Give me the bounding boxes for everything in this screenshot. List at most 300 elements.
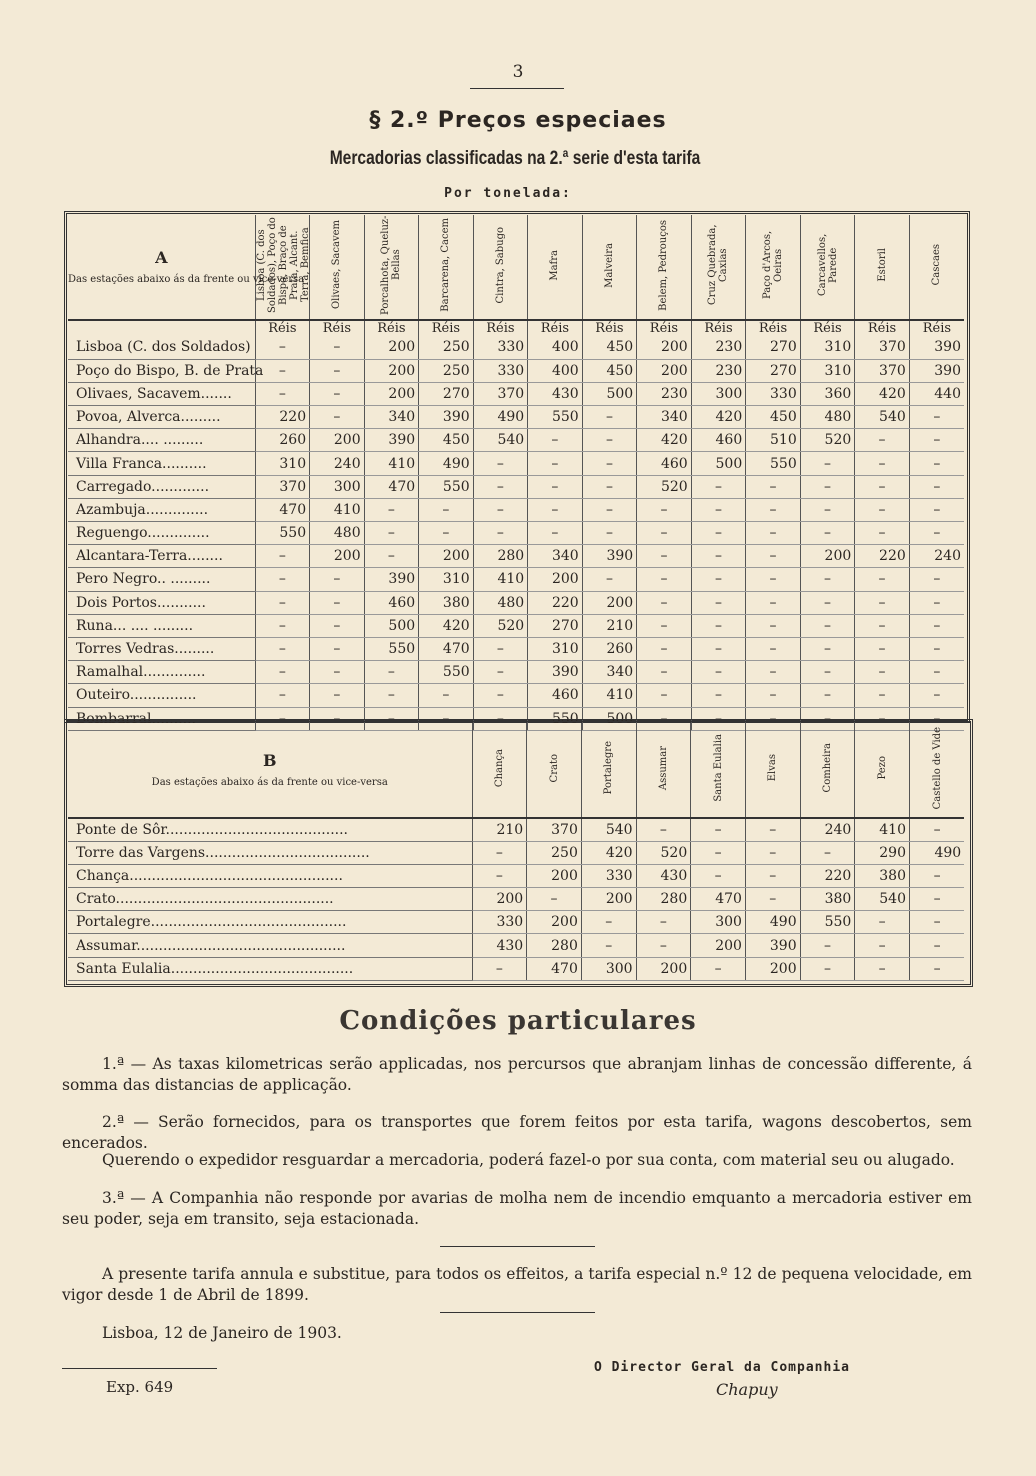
column-header-text: Crato bbox=[548, 753, 560, 783]
table-row bbox=[68, 888, 964, 911]
column-header bbox=[855, 215, 910, 320]
rate-cell: – bbox=[528, 498, 583, 521]
rate-cell: – bbox=[745, 888, 800, 911]
rate-cell: 250 bbox=[419, 336, 474, 359]
rate-cell: 330 bbox=[473, 336, 528, 359]
rate-cell: 240 bbox=[800, 818, 855, 841]
rate-cell: 410 bbox=[364, 452, 419, 475]
rate-cell: – bbox=[255, 707, 310, 730]
rate-cell: – bbox=[472, 841, 527, 864]
rate-cell: – bbox=[255, 359, 310, 382]
rate-cell: – bbox=[691, 818, 746, 841]
rate-cell: – bbox=[800, 498, 855, 521]
column-header-text: Assumar bbox=[657, 745, 669, 791]
rate-cell: – bbox=[582, 429, 637, 452]
table-header-text: Das estações abaixo ás da frente ou vice-versa bbox=[68, 273, 305, 285]
rate-cell: 260 bbox=[255, 429, 310, 452]
rate-cell: – bbox=[855, 957, 910, 980]
rate-cell: – bbox=[310, 336, 365, 359]
rate-cell: – bbox=[364, 522, 419, 545]
section-subtitle: Mercadorias classificadas na 2.ª serie d'esta tarifa bbox=[329, 148, 701, 169]
rate-cell: – bbox=[909, 614, 964, 637]
row-label: Alhandra.... ......... bbox=[68, 429, 255, 452]
rate-cell: 310 bbox=[528, 637, 583, 660]
rate-cell: 270 bbox=[746, 336, 801, 359]
unit-label: Réis bbox=[364, 320, 419, 336]
signature-name: Chapuy bbox=[716, 1380, 778, 1399]
rate-cell: – bbox=[745, 864, 800, 887]
row-label: Alcantara-Terra........ bbox=[68, 545, 255, 568]
column-header-text: Estoril bbox=[876, 248, 888, 282]
rate-cell: 300 bbox=[691, 382, 746, 405]
rate-cell: 490 bbox=[910, 841, 965, 864]
rate-cell: – bbox=[745, 818, 800, 841]
rate-cell: 470 bbox=[691, 888, 746, 911]
rate-cell: – bbox=[691, 522, 746, 545]
rate-cell: – bbox=[909, 498, 964, 521]
table-row bbox=[68, 522, 964, 545]
exp-rule bbox=[62, 1368, 217, 1369]
table-row bbox=[68, 841, 964, 864]
rate-cell: – bbox=[855, 429, 910, 452]
rate-cell: – bbox=[310, 661, 365, 684]
column-header-text: Portalegre bbox=[603, 741, 615, 795]
rate-cell: – bbox=[691, 475, 746, 498]
rate-cell: – bbox=[855, 591, 910, 614]
table-header-label bbox=[68, 723, 472, 818]
rate-cell: – bbox=[527, 888, 582, 911]
row-label: Torres Vedras......... bbox=[68, 637, 255, 660]
rate-cell: 460 bbox=[691, 429, 746, 452]
rate-cell: 210 bbox=[472, 818, 527, 841]
table-row bbox=[68, 359, 964, 382]
rate-cell: 510 bbox=[746, 429, 801, 452]
rate-cell: 240 bbox=[909, 545, 964, 568]
rate-cell: – bbox=[855, 614, 910, 637]
rate-cell: – bbox=[310, 382, 365, 405]
column-header bbox=[636, 723, 691, 818]
rate-cell: 470 bbox=[527, 957, 582, 980]
rate-cell: – bbox=[637, 637, 692, 660]
rate-cell: – bbox=[637, 568, 692, 591]
table-row bbox=[68, 591, 964, 614]
condition-2: 2.ª — Serão fornecidos, para os transportes que forem feitos por esta tarifa, wagons descobertos, sem encerados. bbox=[62, 1113, 972, 1152]
rate-cell: 410 bbox=[582, 684, 637, 707]
rate-cell: 390 bbox=[419, 406, 474, 429]
rate-cell: – bbox=[691, 957, 746, 980]
rate-cell: 410 bbox=[855, 818, 910, 841]
rate-cell: – bbox=[909, 522, 964, 545]
rate-cell: 380 bbox=[855, 864, 910, 887]
column-header-text: Carcavellos, Parede bbox=[816, 233, 839, 297]
column-header bbox=[855, 723, 910, 818]
table-row bbox=[68, 637, 964, 660]
rate-cell: – bbox=[310, 359, 365, 382]
rate-cell: – bbox=[855, 707, 910, 730]
rate-cell: – bbox=[746, 684, 801, 707]
rate-cell: – bbox=[636, 934, 691, 957]
section-title: § 2.º Preços especiaes bbox=[369, 108, 667, 133]
column-header-text: Mafra bbox=[549, 249, 561, 281]
condition-3: 3.ª — A Companhia não responde por avarias de molha nem de incendio emquanto a mercadoria estiver em seu poder, seja em transito, seja estacionada. bbox=[62, 1189, 972, 1228]
rate-cell: 280 bbox=[636, 888, 691, 911]
rate-cell: – bbox=[691, 864, 746, 887]
rate-cell: 200 bbox=[364, 336, 419, 359]
rate-cell: – bbox=[746, 498, 801, 521]
rate-cell: 420 bbox=[637, 429, 692, 452]
rate-cell: – bbox=[909, 591, 964, 614]
rate-cell: 540 bbox=[855, 888, 910, 911]
unit-label: Réis bbox=[582, 320, 637, 336]
column-header-text: Pezo bbox=[876, 756, 888, 780]
row-label: Crato................................................. bbox=[68, 888, 472, 911]
rate-cell: – bbox=[909, 637, 964, 660]
rate-cell: 310 bbox=[800, 336, 855, 359]
rate-cell: – bbox=[528, 452, 583, 475]
rate-cell: – bbox=[691, 841, 746, 864]
rate-cell: – bbox=[637, 684, 692, 707]
row-label: Villa Franca.......... bbox=[68, 452, 255, 475]
rate-cell: – bbox=[800, 452, 855, 475]
table-row bbox=[68, 614, 964, 637]
rate-cell: 220 bbox=[255, 406, 310, 429]
rate-cell: 340 bbox=[528, 545, 583, 568]
rate-cell: – bbox=[909, 661, 964, 684]
row-label: Torre das Vargens..................................... bbox=[68, 841, 472, 864]
column-header bbox=[472, 723, 527, 818]
column-header bbox=[364, 215, 419, 320]
table-row bbox=[68, 934, 964, 957]
rate-cell: – bbox=[910, 911, 965, 934]
rate-cell: – bbox=[255, 614, 310, 637]
table-row bbox=[68, 475, 964, 498]
rate-cell: – bbox=[255, 661, 310, 684]
rate-cell: 200 bbox=[637, 336, 692, 359]
rate-cell: – bbox=[528, 475, 583, 498]
rate-cell: 270 bbox=[528, 614, 583, 637]
table-row bbox=[68, 957, 964, 980]
rate-cell: – bbox=[909, 475, 964, 498]
rate-cell: – bbox=[310, 406, 365, 429]
rate-cell: – bbox=[473, 522, 528, 545]
rate-cell: 430 bbox=[636, 864, 691, 887]
unit-label: Réis bbox=[746, 320, 801, 336]
divider bbox=[440, 1246, 595, 1247]
place-date: Lisboa, 12 de Janeiro de 1903. bbox=[102, 1324, 342, 1342]
column-header bbox=[310, 215, 365, 320]
rate-cell: – bbox=[910, 957, 965, 980]
rate-cell: 520 bbox=[800, 429, 855, 452]
rate-cell: 550 bbox=[800, 911, 855, 934]
rate-cell: 430 bbox=[528, 382, 583, 405]
rate-cell: 310 bbox=[800, 359, 855, 382]
rate-cell: 220 bbox=[528, 591, 583, 614]
rate-cell: – bbox=[910, 934, 965, 957]
rate-cell: 300 bbox=[310, 475, 365, 498]
unit-label: Réis bbox=[909, 320, 964, 336]
column-header bbox=[527, 723, 582, 818]
rate-cell: – bbox=[582, 522, 637, 545]
rate-cell: – bbox=[909, 568, 964, 591]
table-b bbox=[68, 723, 964, 981]
rate-cell: 540 bbox=[855, 406, 910, 429]
rate-cell: 200 bbox=[745, 957, 800, 980]
rate-cell: – bbox=[472, 957, 527, 980]
rate-cell: – bbox=[800, 614, 855, 637]
column-header bbox=[909, 215, 964, 320]
rate-cell: 390 bbox=[364, 429, 419, 452]
column-header-text: Chança bbox=[493, 748, 505, 788]
rate-cell: 450 bbox=[582, 336, 637, 359]
row-label: Povoa, Alverca......... bbox=[68, 406, 255, 429]
rate-cell: 460 bbox=[364, 591, 419, 614]
rate-cell: – bbox=[637, 522, 692, 545]
rate-cell: 490 bbox=[473, 406, 528, 429]
rate-cell: 520 bbox=[636, 841, 691, 864]
table-row bbox=[68, 568, 964, 591]
conditions-title: Condições particulares bbox=[339, 1006, 697, 1036]
table-letter: B bbox=[262, 751, 277, 771]
column-header-text: Cascaes bbox=[931, 244, 943, 286]
rate-cell: – bbox=[472, 864, 527, 887]
rate-cell: – bbox=[800, 522, 855, 545]
table-row bbox=[68, 818, 964, 841]
rate-cell: – bbox=[909, 429, 964, 452]
rate-cell: 480 bbox=[310, 522, 365, 545]
rate-cell: 470 bbox=[364, 475, 419, 498]
rate-cell: – bbox=[909, 707, 964, 730]
rate-cell: – bbox=[637, 545, 692, 568]
rate-cell: 550 bbox=[746, 452, 801, 475]
table-row bbox=[68, 452, 964, 475]
rate-cell: 340 bbox=[637, 406, 692, 429]
rate-cell: – bbox=[691, 591, 746, 614]
rate-cell: – bbox=[800, 957, 855, 980]
row-label: Carregado............. bbox=[68, 475, 255, 498]
rate-cell: – bbox=[746, 545, 801, 568]
rate-cell: 550 bbox=[364, 637, 419, 660]
rate-cell: 550 bbox=[419, 661, 474, 684]
rate-cell: 470 bbox=[255, 498, 310, 521]
rate-cell: 400 bbox=[528, 359, 583, 382]
column-header bbox=[637, 215, 692, 320]
rate-cell: – bbox=[746, 522, 801, 545]
rate-cell: – bbox=[691, 545, 746, 568]
rate-cell: 520 bbox=[473, 614, 528, 637]
rate-cell: 370 bbox=[527, 818, 582, 841]
table-letter: A bbox=[155, 248, 168, 268]
column-header bbox=[473, 215, 528, 320]
column-header-text: Porcalhota, Queluz-Bellas bbox=[380, 215, 403, 315]
rate-cell: – bbox=[419, 522, 474, 545]
rate-cell: 200 bbox=[527, 864, 582, 887]
rate-cell: 460 bbox=[637, 452, 692, 475]
unit-label: Réis bbox=[310, 320, 365, 336]
rate-cell: – bbox=[909, 452, 964, 475]
rate-cell: – bbox=[691, 637, 746, 660]
rate-cell: 480 bbox=[800, 406, 855, 429]
rate-cell: – bbox=[636, 911, 691, 934]
rate-cell: – bbox=[910, 864, 965, 887]
rate-cell: 200 bbox=[364, 382, 419, 405]
rate-cell: 260 bbox=[582, 637, 637, 660]
rate-cell: – bbox=[582, 475, 637, 498]
rate-cell: – bbox=[855, 934, 910, 957]
rate-cell: – bbox=[636, 818, 691, 841]
table-a bbox=[68, 215, 964, 731]
column-header bbox=[528, 215, 583, 320]
table-row bbox=[68, 406, 964, 429]
rate-cell: – bbox=[582, 452, 637, 475]
rate-cell: – bbox=[855, 475, 910, 498]
rate-cell: – bbox=[800, 637, 855, 660]
rate-cell: 220 bbox=[855, 545, 910, 568]
unit-label: Réis bbox=[528, 320, 583, 336]
rate-cell: 390 bbox=[745, 934, 800, 957]
rate-cell: 500 bbox=[582, 382, 637, 405]
rate-cell: 310 bbox=[419, 568, 474, 591]
rate-cell: 410 bbox=[310, 498, 365, 521]
column-header-text: Barcarena, Cacem bbox=[440, 218, 452, 312]
rate-cell: – bbox=[855, 684, 910, 707]
column-header-text: Santa Eulalia bbox=[712, 734, 724, 802]
rate-cell: – bbox=[855, 637, 910, 660]
exp-number: Exp. 649 bbox=[106, 1378, 174, 1396]
rate-cell: – bbox=[855, 661, 910, 684]
table-header-text: Das estações abaixo ás da frente ou vice-versa bbox=[151, 776, 388, 788]
rate-cell: – bbox=[691, 614, 746, 637]
column-header-text: Comheira bbox=[821, 743, 833, 793]
rate-cell: 340 bbox=[364, 406, 419, 429]
signature-title: O Director Geral da Companhia bbox=[594, 1360, 850, 1375]
rate-cell: 330 bbox=[473, 359, 528, 382]
rate-cell: – bbox=[364, 498, 419, 521]
rate-cell: 230 bbox=[691, 359, 746, 382]
row-label: Olivaes, Sacavem....... bbox=[68, 382, 255, 405]
rate-cell: – bbox=[310, 637, 365, 660]
table-row bbox=[68, 498, 964, 521]
rate-cell: 200 bbox=[310, 545, 365, 568]
row-label: Azambuja.............. bbox=[68, 498, 255, 521]
rate-cell: 380 bbox=[419, 591, 474, 614]
rate-cell: – bbox=[473, 661, 528, 684]
column-header-text: Paço d'Arcos, Oeiras bbox=[761, 230, 784, 300]
rate-cell: – bbox=[800, 707, 855, 730]
rate-cell: 280 bbox=[527, 934, 582, 957]
row-label: Dois Portos........... bbox=[68, 591, 255, 614]
column-header bbox=[691, 723, 746, 818]
table-row bbox=[68, 382, 964, 405]
rate-cell: – bbox=[582, 498, 637, 521]
rate-cell: – bbox=[855, 911, 910, 934]
rate-cell: – bbox=[691, 568, 746, 591]
rate-cell: 550 bbox=[528, 707, 583, 730]
rate-cell: – bbox=[800, 934, 855, 957]
unit-label: Réis bbox=[473, 320, 528, 336]
unit-row-blank bbox=[68, 320, 255, 336]
unit-label: Réis bbox=[255, 320, 310, 336]
rate-cell: – bbox=[800, 684, 855, 707]
column-header bbox=[800, 215, 855, 320]
rate-cell: 270 bbox=[419, 382, 474, 405]
rate-cell: – bbox=[255, 637, 310, 660]
rate-cell: 270 bbox=[746, 359, 801, 382]
rate-cell: – bbox=[255, 684, 310, 707]
rate-cell: 450 bbox=[746, 406, 801, 429]
column-header-text: Cruz Quebrada, Caxias bbox=[707, 224, 730, 306]
page-number-rule bbox=[470, 88, 564, 89]
rate-cell: 470 bbox=[419, 637, 474, 660]
rate-cell: 300 bbox=[581, 957, 636, 980]
rate-cell: – bbox=[310, 568, 365, 591]
rate-cell: 550 bbox=[255, 522, 310, 545]
rate-cell: 310 bbox=[255, 452, 310, 475]
rate-cell: 250 bbox=[419, 359, 474, 382]
rate-cell: – bbox=[746, 475, 801, 498]
rate-cell: 540 bbox=[581, 818, 636, 841]
row-label: Chança................................................ bbox=[68, 864, 472, 887]
rate-cell: 200 bbox=[691, 934, 746, 957]
rate-cell: – bbox=[473, 684, 528, 707]
rate-cell: – bbox=[746, 707, 801, 730]
rate-cell: – bbox=[691, 707, 746, 730]
rate-cell: 490 bbox=[419, 452, 474, 475]
rate-cell: – bbox=[746, 591, 801, 614]
column-header bbox=[255, 215, 310, 320]
rate-cell: – bbox=[581, 934, 636, 957]
rate-cell: – bbox=[691, 661, 746, 684]
rate-cell: – bbox=[910, 888, 965, 911]
rate-cell: 370 bbox=[855, 359, 910, 382]
rate-cell: – bbox=[637, 498, 692, 521]
rate-cell: 200 bbox=[636, 957, 691, 980]
rate-cell: 500 bbox=[691, 452, 746, 475]
column-header-text: Belem, Pedrouços bbox=[658, 219, 670, 311]
rate-cell: 390 bbox=[909, 336, 964, 359]
row-label: Outeiro............... bbox=[68, 684, 255, 707]
table-row bbox=[68, 661, 964, 684]
column-header bbox=[419, 215, 474, 320]
rate-cell: 230 bbox=[691, 336, 746, 359]
column-header bbox=[910, 723, 965, 818]
column-header-text: Cintra, Sabugo bbox=[494, 226, 506, 304]
rate-cell: – bbox=[855, 498, 910, 521]
rate-cell: 370 bbox=[473, 382, 528, 405]
rate-cell: – bbox=[637, 707, 692, 730]
rate-cell: 520 bbox=[637, 475, 692, 498]
rate-cell: – bbox=[909, 406, 964, 429]
rate-cell: 380 bbox=[800, 888, 855, 911]
rate-cell: – bbox=[746, 661, 801, 684]
rate-cell: 420 bbox=[419, 614, 474, 637]
rate-cell: 250 bbox=[527, 841, 582, 864]
page-number: 3 bbox=[512, 62, 524, 82]
rate-cell: 230 bbox=[637, 382, 692, 405]
rate-cell: – bbox=[746, 614, 801, 637]
rate-cell: 420 bbox=[691, 406, 746, 429]
rate-cell: – bbox=[364, 545, 419, 568]
rate-cell: – bbox=[691, 684, 746, 707]
row-label: Santa Eulalia......................................... bbox=[68, 957, 472, 980]
row-label: Assumar............................................... bbox=[68, 934, 472, 957]
rate-cell: 200 bbox=[800, 545, 855, 568]
row-label: Runa... .... ......... bbox=[68, 614, 255, 637]
column-header bbox=[800, 723, 855, 818]
rate-cell: 390 bbox=[582, 545, 637, 568]
rate-cell: – bbox=[637, 591, 692, 614]
rate-cell: – bbox=[473, 707, 528, 730]
row-label: Reguengo.............. bbox=[68, 522, 255, 545]
